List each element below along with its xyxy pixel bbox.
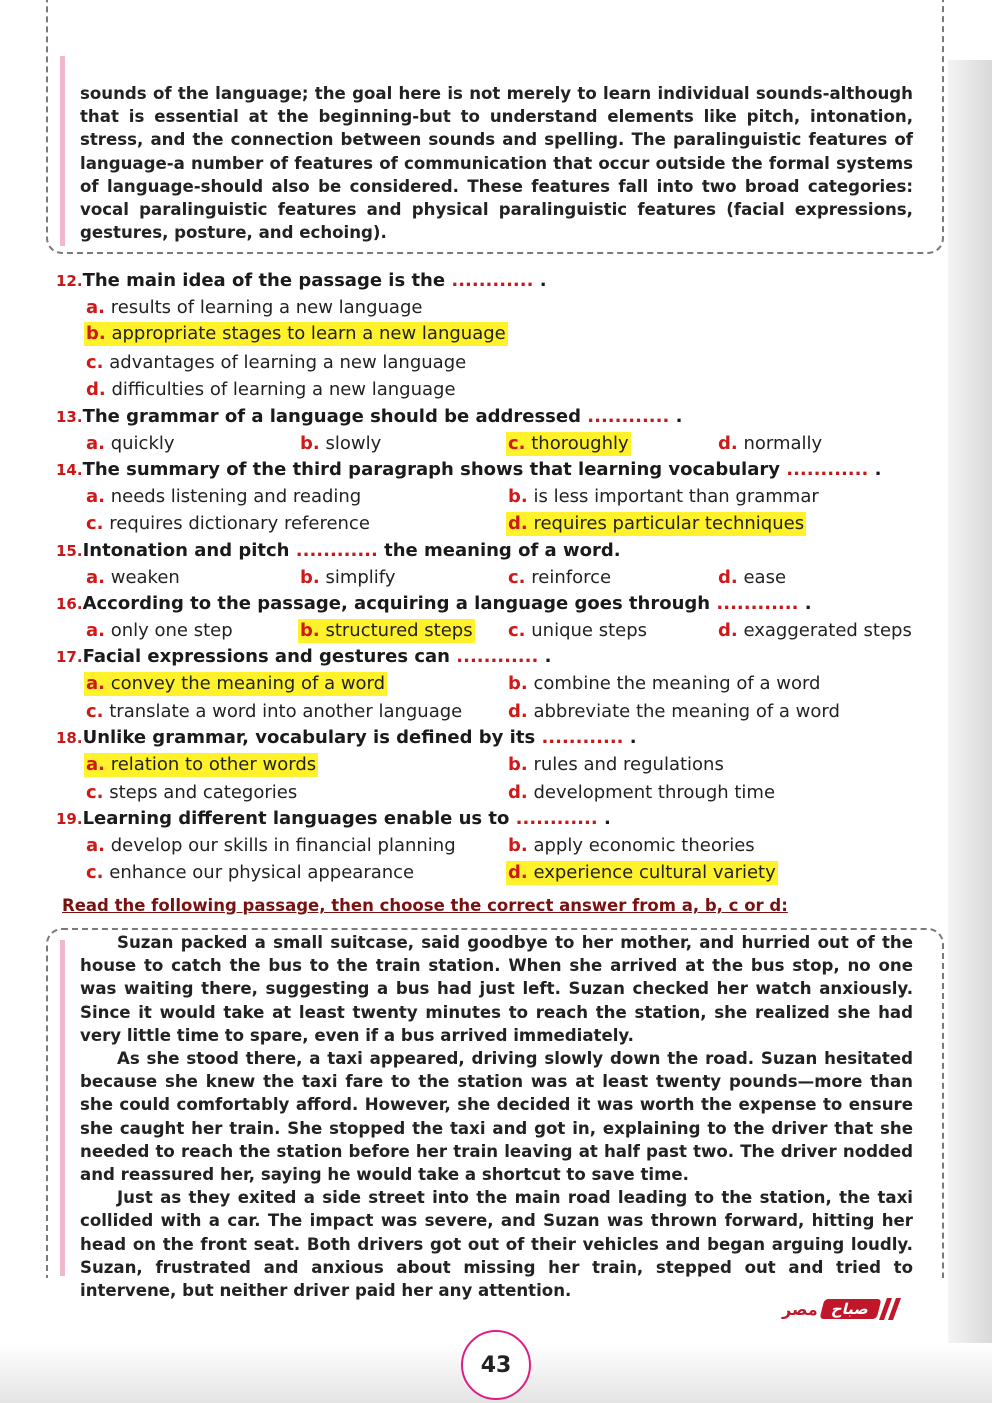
blank: ............ — [786, 459, 869, 480]
option-letter: c. — [86, 352, 104, 373]
passage-bottom — [80, 931, 913, 1302]
option-text: simplify — [325, 567, 396, 588]
question-16 — [56, 593, 812, 614]
question-19 — [56, 808, 611, 829]
question-text: Intonation and pitch — [82, 540, 290, 561]
blank: ............ — [456, 646, 539, 667]
option-letter: d. — [718, 567, 738, 588]
question-number: 15. — [56, 542, 83, 560]
question-end: . — [603, 808, 611, 829]
logo-text-left: مصر — [782, 1299, 818, 1319]
question-end: . — [874, 459, 882, 480]
question-end: . — [629, 727, 637, 748]
passage-side-bar — [60, 940, 65, 1276]
option-14c[interactable] — [86, 512, 370, 536]
option-letter: d. — [718, 433, 738, 454]
logo-text-right: صباح — [819, 1299, 881, 1319]
question-end: . — [675, 406, 683, 427]
question-number: 13. — [56, 408, 83, 426]
question-17 — [56, 646, 551, 667]
option-18c[interactable] — [86, 781, 297, 805]
option-letter: c. — [86, 782, 104, 803]
option-text: develop our skills in financial planning — [110, 835, 456, 856]
passage-top-text: sounds of the language; the goal here is not merely to learn individual sounds-although that is essential at the beginning-but to understand elements like pitch, intonation, stress, and the connection between sounds and spelling. The paralinguistic features of language-a number of features of communication that occur outside the formal systems of language-should also be considered. These features fall into two broad categories: vocal paralinguistic features and physical paralinguistic features (facial expressions, gestures, posture, and echoing). — [80, 84, 913, 243]
question-text: Learning different languages enable us to — [82, 808, 510, 829]
option-letter: a. — [86, 673, 105, 694]
option-letter: d. — [718, 620, 738, 641]
option-letter: b. — [86, 323, 106, 344]
option-text: normally — [743, 433, 823, 454]
option-text: steps and categories — [109, 782, 298, 803]
option-text: reinforce — [531, 567, 612, 588]
question-number: 16. — [56, 595, 83, 613]
option-text: difficulties of learning a new language — [111, 379, 456, 400]
option-12a[interactable] — [86, 296, 422, 320]
option-letter: c. — [508, 433, 526, 454]
option-17c[interactable] — [86, 700, 462, 724]
blank: ............ — [295, 540, 378, 561]
question-text: Unlike grammar, vocabulary is defined by its — [82, 727, 536, 748]
option-text: quickly — [110, 433, 175, 454]
option-letter: a. — [86, 835, 105, 856]
option-text: unique steps — [531, 620, 648, 641]
blank: ............ — [716, 593, 799, 614]
paragraph-3: Just as they exited a side street into the main road leading to the station, the taxi collided with a car. The impact was severe, and Suzan was thrown forward, hitting her head on the front seat. Both drivers got out of their vehicles and began arguing loudly. Suzan, frustrated and anxious about missing her train, stepped out and tried to intervene, but neither driver paid her any attention. — [80, 1188, 913, 1301]
option-17d[interactable] — [508, 700, 840, 724]
question-14 — [56, 459, 881, 480]
question-number: 18. — [56, 729, 83, 747]
option-text: ease — [743, 567, 787, 588]
option-12b-correct[interactable] — [84, 322, 508, 346]
option-text: is less important than grammar — [533, 486, 819, 507]
blank: ............ — [541, 727, 624, 748]
option-19a[interactable] — [86, 834, 456, 858]
option-16c[interactable] — [508, 619, 647, 643]
option-text: needs listening and reading — [110, 486, 362, 507]
question-end: . — [804, 593, 812, 614]
question-15 — [56, 540, 621, 561]
paragraph-1: Suzan packed a small suitcase, said goodbye to her mother, and hurried out of the house to catch the bus to the train station. When she arrived at the bus stop, no one was waiting there, suggesting a bus had just left. Suzan checked her watch anxiously. Since it would take at least twenty minutes to reach the station, she realized she had very little time to spare, even if a bus arrived immediately. — [80, 933, 913, 1045]
option-letter: a. — [86, 297, 105, 318]
option-text: experience cultural variety — [533, 862, 776, 883]
option-text: convey the meaning of a word — [110, 673, 386, 694]
option-text: translate a word into another language — [109, 701, 463, 722]
option-13a[interactable] — [86, 432, 175, 456]
option-letter: a. — [86, 486, 105, 507]
blank: ............ — [451, 270, 534, 291]
paragraph-2: As she stood there, a taxi appeared, driving slowly down the road. Suzan hesitated because she knew the taxi fare to the station was at least twenty pounds—more than she could comfortably afford. However, she decided it was worth the expense to ensure she caught her train. She stopped the taxi and got in, explaining to the driver that she needed to reach the station before her train leaving at half past two. The driver nodded and reassured her, saying he would take a shortcut to save time. — [80, 1049, 913, 1185]
option-14d-correct[interactable] — [506, 512, 806, 536]
question-number: 12. — [56, 272, 83, 290]
passage-side-bar — [60, 56, 65, 246]
option-19b[interactable] — [508, 834, 755, 858]
passage-top — [80, 82, 913, 244]
option-text: rules and regulations — [533, 754, 724, 775]
option-text: requires dictionary reference — [109, 513, 370, 534]
option-letter: b. — [300, 620, 320, 641]
option-15b[interactable] — [298, 566, 397, 590]
blank: ............ — [515, 808, 598, 829]
option-16b-correct[interactable] — [298, 619, 475, 643]
option-letter: c. — [508, 620, 526, 641]
option-letter: a. — [86, 567, 105, 588]
option-text: weaken — [110, 567, 180, 588]
question-text: The summary of the third paragraph shows that learning vocabulary — [82, 459, 780, 480]
question-18 — [56, 727, 637, 748]
option-text: only one step — [110, 620, 233, 641]
option-text: thoroughly — [531, 433, 629, 454]
option-12c[interactable] — [86, 351, 466, 375]
option-letter: a. — [86, 754, 105, 775]
option-18b[interactable] — [508, 753, 724, 777]
question-text: The main idea of the passage is the — [82, 270, 446, 291]
option-text: results of learning a new language — [110, 297, 423, 318]
question-13 — [56, 406, 682, 427]
option-letter: d. — [86, 379, 106, 400]
question-number: 14. — [56, 461, 83, 479]
option-letter: d. — [508, 701, 528, 722]
option-letter: d. — [508, 513, 528, 534]
publisher-logo — [782, 1297, 897, 1321]
option-letter: d. — [508, 862, 528, 883]
option-text: abbreviate the meaning of a word — [533, 701, 840, 722]
option-13d[interactable] — [718, 432, 822, 456]
option-text: advantages of learning a new language — [109, 352, 467, 373]
option-14a[interactable] — [86, 485, 361, 509]
option-text: relation to other words — [110, 754, 317, 775]
option-16d[interactable] — [718, 619, 912, 643]
option-text: structured steps — [325, 620, 473, 641]
option-letter: b. — [300, 567, 320, 588]
option-text: development through time — [533, 782, 776, 803]
option-letter: c. — [508, 567, 526, 588]
option-19d-correct[interactable] — [506, 861, 778, 885]
option-text: enhance our physical appearance — [109, 862, 415, 883]
option-letter: b. — [508, 486, 528, 507]
blank: ............ — [587, 406, 670, 427]
option-13c-correct[interactable] — [506, 432, 631, 456]
option-text: combine the meaning of a word — [533, 673, 821, 694]
option-letter: c. — [86, 513, 104, 534]
option-letter: c. — [86, 862, 104, 883]
question-text: Facial expressions and gestures can — [82, 646, 450, 667]
question-number: 19. — [56, 810, 83, 828]
option-letter: c. — [86, 701, 104, 722]
option-text: appropriate stages to learn a new language — [111, 323, 506, 344]
question-end: . — [544, 646, 552, 667]
option-text: apply economic theories — [533, 835, 755, 856]
option-letter: d. — [508, 782, 528, 803]
option-19c[interactable] — [86, 861, 414, 885]
option-text: requires particular techniques — [533, 513, 805, 534]
question-text: According to the passage, acquiring a language goes through — [82, 593, 711, 614]
option-15a[interactable] — [86, 566, 180, 590]
question-end: the meaning of a word. — [384, 540, 621, 561]
option-18d[interactable] — [508, 781, 775, 805]
section-instruction: Read the following passage, then choose the correct answer from a, b, c or d: — [62, 896, 788, 915]
option-letter: b. — [300, 433, 320, 454]
option-17a-correct[interactable] — [84, 672, 387, 696]
option-letter: a. — [86, 620, 105, 641]
option-text: slowly — [325, 433, 382, 454]
option-13b[interactable] — [300, 432, 381, 456]
option-15d[interactable] — [718, 566, 786, 590]
option-12d[interactable] — [86, 378, 456, 402]
option-14b[interactable] — [508, 485, 819, 509]
question-12 — [56, 270, 547, 291]
page-number: 43 — [461, 1330, 531, 1400]
option-letter: b. — [508, 754, 528, 775]
option-letter: b. — [508, 673, 528, 694]
option-text: exaggerated steps — [743, 620, 912, 641]
question-end: . — [539, 270, 547, 291]
option-16a[interactable] — [86, 619, 233, 643]
option-18a-correct[interactable] — [84, 753, 318, 777]
page-edge-shade — [948, 60, 992, 1350]
question-text: The grammar of a language should be addressed — [82, 406, 581, 427]
option-17b[interactable] — [508, 672, 820, 696]
option-letter: a. — [86, 433, 105, 454]
question-number: 17. — [56, 648, 83, 666]
option-letter: b. — [508, 835, 528, 856]
option-15c[interactable] — [508, 566, 611, 590]
